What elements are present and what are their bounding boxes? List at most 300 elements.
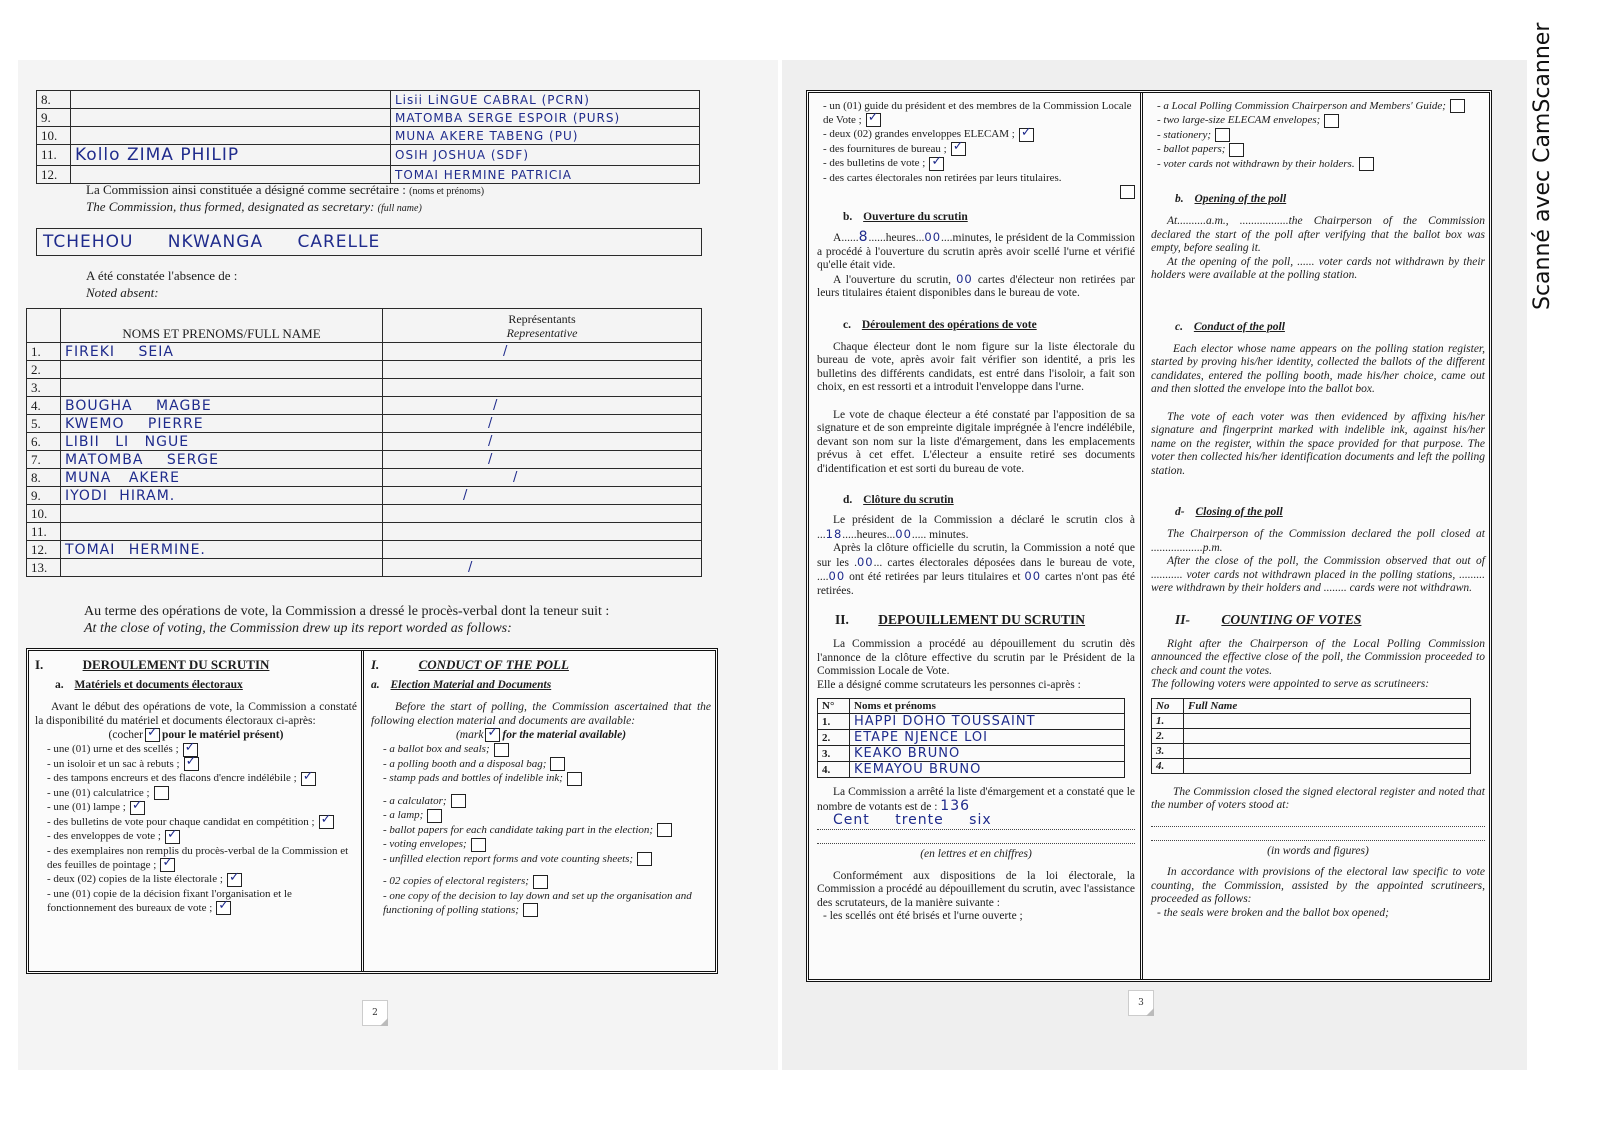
header-no: N°: [818, 699, 850, 714]
absent-name[interactable]: TOMAI HERMINE.: [61, 541, 383, 559]
words-note-fr: (en lettres et en chiffres): [920, 848, 1032, 861]
material-item: [823, 171, 1135, 199]
text: cartes d'électeur non retirées par leurs titulaires étaient disponibles dans le bureau de vote.: [817, 273, 1136, 300]
material-item: [383, 771, 711, 785]
row-number: 1.: [1152, 713, 1184, 728]
material-label: - a calculator;: [383, 794, 447, 807]
material-item: [383, 823, 711, 837]
absent-name[interactable]: MATOMBA SERGE: [61, 451, 383, 469]
section-title-text: CONDUCT OF THE POLL: [418, 657, 569, 672]
material-checkbox[interactable]: [494, 743, 509, 757]
cards-not-withdrawn-value[interactable]: 00: [1024, 569, 1042, 584]
table-row: [27, 469, 702, 487]
absent-label-fr: A été constatée l'absence de :: [86, 268, 238, 283]
material-label: - des bulletins de vote pour chaque candidat en compétition ;: [47, 815, 315, 828]
material-item: [47, 742, 357, 756]
row-number: 8.: [27, 469, 61, 487]
material-checkbox[interactable]: [160, 858, 175, 872]
header-name: Noms et prénoms: [850, 699, 1125, 714]
table-row: [27, 361, 702, 379]
report-intro-en: At the close of voting, the Commission drew up its report worded as follows:: [84, 621, 512, 636]
row-number: 2.: [818, 730, 850, 746]
material-label: - des exemplaires non remplis du procès-verbal de la Commission et des feuilles de pointage ;: [47, 844, 349, 871]
table-row: [27, 415, 702, 433]
text: cartes n'ont pas été retirées.: [817, 571, 1135, 597]
scrutineer-name[interactable]: [1184, 728, 1471, 743]
material-checkbox[interactable]: [929, 157, 944, 171]
row-number: 11.: [37, 145, 71, 166]
material-item: [47, 800, 357, 814]
right-en-column: [1151, 99, 1485, 920]
section-title-text: DEROULEMENT DU SCRUTIN: [82, 657, 270, 672]
row-number: 3.: [818, 746, 850, 762]
closing-p2-en: After the close of the poll, the Commission observed that out of ........... voter cards not withdrawn placed in the polling stations, ......... were withdrawn by their holders and ........ cards were not withdrawn.: [1151, 555, 1485, 595]
subsection-opening-fr: [843, 211, 1135, 223]
materials-intro-en: Before the start of polling, the Commission ascertained that the following election material and documents are available:: [371, 701, 711, 727]
material-item: [823, 127, 1135, 141]
material-checkbox[interactable]: [533, 875, 548, 889]
table-row: [37, 127, 700, 145]
text: cartes électorales déposées dans le bureau de vote,: [887, 556, 1136, 569]
scrutineer-name[interactable]: KEAKO BRUNO: [850, 746, 1125, 762]
row-number: 1.: [27, 343, 61, 361]
table-row: [27, 397, 702, 415]
row-number: 10.: [27, 505, 61, 523]
report-intro-fr: Au terme des opérations de vote, la Commission a dressé le procès-verbal dont la teneur suit :: [84, 604, 610, 619]
member-name[interactable]: Kollo ZIMA PHILIP: [71, 145, 391, 166]
secretary-label-fr-text: La Commission ainsi constituée a désigné comme secrétaire :: [86, 182, 406, 197]
voters-count-figure[interactable]: 136: [940, 797, 971, 814]
material-checkbox[interactable]: [951, 142, 966, 156]
section-en-column: [371, 657, 711, 917]
material-checkbox[interactable]: [866, 113, 881, 127]
material-checkbox[interactable]: [227, 873, 242, 887]
absent-rep[interactable]: /: [383, 559, 702, 577]
absent-rep[interactable]: [383, 379, 702, 397]
absent-name[interactable]: [61, 523, 383, 541]
legend-checkbox-icon: [485, 728, 500, 742]
table-row: [1152, 728, 1471, 743]
material-item: [823, 156, 1135, 170]
material-label: - des fournitures de bureau ;: [823, 142, 947, 155]
material-item: [823, 99, 1135, 127]
material-checkbox[interactable]: [1229, 143, 1244, 157]
text: heures: [885, 232, 916, 245]
opening-p2-en: At the opening of the poll, ...... voter cards not withdrawn by their holders were available at the polling station.: [1151, 255, 1485, 282]
secretary-label-en-text: The Commission, thus formed, designated as secretary:: [86, 199, 375, 214]
material-item: [383, 808, 711, 822]
material-checkbox[interactable]: [301, 772, 316, 786]
material-label: - des bulletins de vote ;: [823, 157, 926, 170]
absent-name[interactable]: MUNA AKERE: [61, 469, 383, 487]
absent-rep[interactable]: /: [383, 343, 702, 361]
legend-post: for the material available): [502, 729, 627, 741]
subsection-letter: d-: [1175, 506, 1185, 519]
material-item: [47, 771, 357, 785]
material-item: [383, 874, 711, 888]
section-title-fr: [35, 657, 357, 673]
material-label: - une (01) lampe ;: [47, 801, 126, 814]
subsection-letter: d.: [843, 494, 853, 507]
absent-name[interactable]: [61, 361, 383, 379]
subsection-letter: c.: [1175, 320, 1183, 333]
material-label: - un (01) guide du président et des membres de la Commission Locale de Vote ;: [823, 100, 1132, 126]
material-checkbox[interactable]: [1215, 128, 1230, 142]
scrutineers-table-en: [1151, 698, 1471, 774]
page-number-right: 3: [1128, 990, 1154, 1016]
material-checkbox[interactable]: [1019, 128, 1034, 142]
absent-rep[interactable]: /: [383, 415, 702, 433]
subsection-title: Clôture du scrutin: [863, 494, 954, 507]
material-item: [383, 837, 711, 851]
text: Après la clôture officielle du scrutin, la Commission a noté que sur les: [817, 542, 1135, 569]
scrutineers-header: [818, 699, 1125, 714]
secretary-label-en: [86, 199, 422, 215]
absent-name[interactable]: [61, 559, 383, 577]
member-representative[interactable]: TOMAI HERMINE PATRICIA: [391, 166, 700, 184]
material-checkbox[interactable]: [1120, 185, 1135, 199]
subsection-title: Opening of the poll: [1194, 193, 1287, 206]
counting-p1-en: Right after the Chairperson of the Local Polling Commission announced the effective close of the poll, the Commission proceeded to check and count the votes.: [1151, 637, 1485, 677]
material-item: [47, 786, 357, 800]
material-label: - two large-size ELECAM envelopes;: [1157, 114, 1321, 127]
material-label: - deux (02) copies de la liste électorale ;: [47, 873, 223, 886]
materials-list-en-cont: [1151, 99, 1485, 171]
table-row: [27, 541, 702, 559]
counting-p2-en: The following voters were appointed to serve as scrutineers:: [1151, 678, 1430, 691]
right-page-frame: [806, 90, 1492, 982]
materials-list-fr-cont: [817, 99, 1135, 199]
absent-rep[interactable]: /: [383, 487, 702, 505]
member-name[interactable]: [71, 166, 391, 184]
material-item: [823, 142, 1135, 156]
material-label: - voter cards not withdrawn by their holders.: [1157, 157, 1355, 170]
materials-list-fr: [35, 742, 357, 915]
material-label: - des tampons encreurs et des flacons d'encre indélébile ;: [47, 772, 297, 785]
section-title-text: DEPOUILLEMENT DU SCRUTIN: [878, 612, 1086, 628]
material-label: - ballot papers for each candidate taking part in the election;: [383, 823, 654, 836]
absent-rep[interactable]: [383, 541, 702, 559]
header-representative: [383, 309, 702, 343]
material-item: [47, 872, 357, 886]
header-name: Full Name: [1184, 698, 1471, 713]
member-representative[interactable]: OSIH JOSHUA (SDF): [391, 145, 700, 166]
text: A: [833, 232, 842, 245]
secretary-label-en-note: (full name): [377, 203, 422, 214]
subsection-letter: b.: [1175, 193, 1184, 206]
header-rep-fr: Représentants: [508, 311, 576, 326]
table-row: [27, 487, 702, 505]
members-table: [36, 90, 700, 184]
opening-p1-en: At..........a.m., .................the Chairperson of the Commission declared the start of the poll after verifying that the ballot box was empty, before sealing it.: [1151, 215, 1485, 255]
absent-name[interactable]: IYODI HIRAM.: [61, 487, 383, 505]
legend-post: pour le matériel présent): [162, 729, 284, 741]
material-label: - a lamp;: [383, 809, 424, 822]
material-item: [47, 829, 357, 843]
material-item: [47, 844, 357, 872]
scrutineer-name[interactable]: [1184, 743, 1471, 758]
conduct-p1-en: Each elector whose name appears on the polling station register, started by proving his/her identity, collected the ballots of the different candidates, entered the polling booth, made his/her choice, came out and then slotted the envelope into the ballot box.: [1151, 342, 1485, 396]
material-label: - unfilled election report forms and vote counting sheets;: [383, 852, 634, 865]
table-row: [37, 166, 700, 184]
table-row: [37, 145, 700, 166]
absent-name[interactable]: FIREKI SEIA: [61, 343, 383, 361]
absent-label-en: Noted absent:: [86, 285, 159, 300]
check-legend-en: [371, 728, 711, 742]
row-number: 9.: [37, 109, 71, 127]
material-checkbox[interactable]: [1324, 114, 1339, 128]
legend-pre: (cocher: [108, 729, 143, 741]
absent-rep[interactable]: [383, 505, 702, 523]
closing-cards-text-fr: Après la clôture officielle du scrutin, la Commission a noté que sur les .00... cartes électorales déposées dans le bureau de vote, ....00 ont été retirées par leurs titulaires et 00 cartes n'ont pas été retirées.: [817, 542, 1136, 597]
voters-words-line-en-2[interactable]: [1151, 827, 1485, 841]
table-row: [1152, 743, 1471, 758]
row-number: 4.: [1152, 758, 1184, 773]
header-rep-en: Representative: [506, 325, 578, 340]
material-checkbox[interactable]: [1359, 157, 1374, 171]
closing-hours-value[interactable]: 18: [825, 526, 843, 541]
voters-words-line-en[interactable]: [1151, 813, 1485, 827]
opening-cards-value[interactable]: 00: [956, 271, 973, 286]
subsection-title: Conduct of the poll: [1193, 320, 1285, 333]
section-num: II-: [1175, 611, 1191, 627]
material-item: [1157, 157, 1485, 171]
subsection-letter: a.: [371, 679, 380, 691]
table-row: [27, 505, 702, 523]
table-row: [1152, 713, 1471, 728]
subsection-title: Election Material and Documents: [390, 679, 552, 691]
section-title-text: COUNTING OF VOTES: [1221, 611, 1362, 627]
secretary-name: TCHEHOU NKWANGA CARELLE: [43, 232, 381, 252]
absent-name[interactable]: [61, 505, 383, 523]
material-checkbox[interactable]: [657, 823, 672, 837]
voters-words-line[interactable]: [817, 814, 1135, 830]
closing-p1-en: The Chairperson of the Commission declared the poll closed at ..................p.m.: [1151, 528, 1485, 554]
opening-hours-value[interactable]: 8: [858, 229, 869, 246]
material-label: - a Local Polling Commission Chairperson and Members' Guide;: [1157, 100, 1446, 112]
absent-table: [26, 308, 702, 577]
absent-rep[interactable]: [383, 523, 702, 541]
table-row: [27, 343, 702, 361]
subsection-title: Ouverture du scrutin: [863, 211, 968, 224]
right-fr-column: [817, 99, 1135, 924]
subsection-opening-en: [1175, 193, 1485, 205]
member-name[interactable]: [71, 91, 391, 109]
absent-rep[interactable]: /: [383, 469, 702, 487]
material-checkbox[interactable]: [319, 815, 334, 829]
material-checkbox[interactable]: [523, 903, 538, 917]
row-number: 7.: [27, 451, 61, 469]
member-name[interactable]: [71, 109, 391, 127]
material-checkbox[interactable]: [154, 786, 169, 800]
secretary-field[interactable]: [36, 228, 702, 256]
material-label: - une (01) copie de la décision fixant l'organisation et le fonctionnement des bureaux de vote ;: [47, 887, 292, 914]
cards-deposited-value[interactable]: 00: [856, 554, 874, 569]
scrutineer-name[interactable]: [1184, 713, 1471, 728]
material-item: [1157, 99, 1485, 113]
material-label: - une (01) calculatrice ;: [47, 786, 150, 799]
secretary-label-fr: [86, 182, 484, 198]
counting-p1-fr: La Commission a procédé au dépouillement du scrutin dès l'annonce de la clôture effective du scrutin par le Président de la Commission Locale de Vote.: [817, 638, 1135, 678]
absent-rep[interactable]: [383, 361, 702, 379]
row-number: 11.: [27, 523, 61, 541]
table-row: [27, 523, 702, 541]
member-name[interactable]: [71, 127, 391, 145]
row-number: 12.: [37, 166, 71, 184]
subsection-conduct-en: [1175, 321, 1485, 333]
section-title-en: [371, 657, 711, 673]
closing-minutes-value[interactable]: 00: [895, 526, 912, 541]
section-counting-fr: [835, 612, 1135, 628]
material-item: [1157, 113, 1485, 127]
text: minutes.: [929, 528, 969, 541]
subsection-title: Closing of the poll: [1195, 506, 1283, 519]
text: heures: [856, 528, 887, 541]
absent-name[interactable]: [61, 379, 383, 397]
header-no: No: [1152, 698, 1184, 713]
subsection-title: Matériels et documents électoraux: [74, 679, 243, 691]
table-row: [1152, 758, 1471, 773]
material-checkbox[interactable]: [550, 757, 565, 771]
absent-name[interactable]: BOUGHA MAGBE: [61, 397, 383, 415]
material-item: [47, 815, 357, 829]
material-item: [383, 757, 711, 771]
row-number: 3.: [27, 379, 61, 397]
legend-pre: (mark: [455, 729, 484, 741]
section-counting-en: [1175, 612, 1485, 628]
subsection-conduct-fr: [843, 319, 1135, 331]
table-row: [27, 559, 702, 577]
header-full-name: NOMS ET PRENOMS/FULL NAME: [61, 309, 383, 343]
row-number: 13.: [27, 559, 61, 577]
material-item: [1157, 142, 1485, 156]
section-num: I.: [35, 657, 44, 672]
scrutineer-name[interactable]: KEMAYOU BRUNO: [850, 762, 1125, 778]
member-representative[interactable]: MATOMBA SERGE ESPOIR (PURS): [391, 109, 700, 127]
opening-minutes-value[interactable]: 00: [924, 230, 942, 245]
material-label: - des cartes électorales non retirées par leurs titulaires.: [823, 171, 1062, 184]
material-item: [383, 794, 711, 808]
section-fr-column: [35, 657, 357, 915]
scrutineer-name[interactable]: [1184, 758, 1471, 773]
table-row: [27, 433, 702, 451]
text: La Commission a arrêté la liste d'émargement et a constaté que le nombre de votants est de :: [817, 786, 1135, 813]
legend-checkbox-icon: [145, 728, 160, 742]
row-number: 1.: [818, 714, 850, 730]
row-number: 2.: [1152, 728, 1184, 743]
table-row: [818, 746, 1125, 762]
material-item: [47, 887, 357, 915]
row-number: 3.: [1152, 743, 1184, 758]
counting-bullet1-en: - the seals were broken and the ballot box opened;: [1157, 906, 1389, 919]
material-label: - deux (02) grandes enveloppes ELECAM ;: [823, 128, 1015, 141]
secretary-label-fr-note: (noms et prénoms): [409, 186, 485, 197]
table-row: [37, 91, 700, 109]
row-number: 8.: [37, 91, 71, 109]
text: A l'ouverture du scrutin,: [833, 273, 951, 286]
material-item: [383, 852, 711, 866]
material-label: - une (01) urne et des scellés ;: [47, 743, 179, 756]
material-checkbox[interactable]: [637, 852, 652, 866]
member-representative[interactable]: Lisii LiNGUE CABRAL (PCRN): [391, 91, 700, 109]
material-checkbox[interactable]: [165, 830, 180, 844]
check-legend-fr: [35, 728, 357, 742]
material-checkbox[interactable]: [567, 772, 582, 786]
material-checkbox[interactable]: [427, 809, 442, 823]
material-checkbox[interactable]: [130, 801, 145, 815]
table-row: [27, 451, 702, 469]
row-number: 4.: [27, 397, 61, 415]
material-item: [1157, 128, 1485, 142]
conduct-p1-fr: Chaque électeur dont le nom figure sur la liste électorale du bureau de vote, après avoir fait vérifier son identité, a pris les bulletins des différents candidats, est entré dans l'isoloir, a fait son choix, en est ressorti et a introduit l'enveloppe dans l'urne.: [817, 340, 1135, 394]
scrutineer-name[interactable]: ETAPE NJENCE LOI: [850, 730, 1125, 746]
material-label: - stationery;: [1157, 128, 1212, 141]
subsection-letter: c.: [843, 318, 851, 331]
text: ont été retirées par leurs titulaires et: [849, 571, 1021, 584]
member-representative[interactable]: MUNA AKERE TABENG (PU): [391, 127, 700, 145]
material-checkbox[interactable]: [1450, 99, 1465, 113]
subsection-a-fr: [55, 679, 357, 691]
material-item: [383, 889, 711, 917]
material-checkbox[interactable]: [184, 757, 199, 771]
text: minutes, le président de la Commission a procédé à l'ouverture du scrutin après avoir scellé l'urne et vérifié qu'elle était vide.: [817, 232, 1135, 272]
materials-intro-fr: Avant le début des opérations de vote, la Commission a constaté la disponibilité du matériel et documents électoraux ci-après:: [35, 701, 357, 727]
counting-p3-fr: [817, 786, 1135, 814]
material-label: - 02 copies of electoral registers;: [383, 875, 529, 888]
table-row: [27, 379, 702, 397]
voters-words-line-2[interactable]: [817, 830, 1135, 844]
counting-bullet1-fr: - les scellés ont été brisés et l'urne ouverte ;: [823, 910, 1023, 923]
frame-divider: [1140, 93, 1143, 979]
counting-p2-fr: Elle a désigné comme scrutateurs les personnes ci-après :: [817, 678, 1081, 691]
material-checkbox[interactable]: [471, 838, 486, 852]
conduct-p2-fr: Le vote de chaque électeur a été constaté par l'apposition de sa signature et de son empreinte digitale imprégnée à l'encre indélébile, devant son nom sur la liste d'émargement, dans les emplacements prévus à cet effet. L'électeur a ensuite retiré ses documents d'identification et est sorti du bureau de vote.: [817, 408, 1135, 475]
material-label: - a polling booth and a disposal bag;: [383, 757, 547, 770]
material-label: - des enveloppes de vote ;: [47, 830, 161, 843]
header-num-cell: [27, 309, 61, 343]
cards-withdrawn-value[interactable]: 00: [828, 569, 846, 584]
absent-name[interactable]: KWEMO PIERRE: [61, 415, 383, 433]
closing-text-fr: Le président de la Commission a déclaré le scrutin clos à ...18.....heures...00..... minutes.: [817, 514, 1135, 541]
row-number: 5.: [27, 415, 61, 433]
absent-name[interactable]: LIBII LI NGUE: [61, 433, 383, 451]
material-label: - ballot papers;: [1157, 143, 1226, 156]
section-num: II.: [835, 612, 849, 628]
counting-p4-fr: Conformément aux dispositions de la loi électorale, la Commission a procédé au dépouillement du scrutin, avec l'assistance des scrutateurs, de la manière suivante :: [817, 869, 1135, 909]
absent-rep[interactable]: /: [383, 397, 702, 415]
absent-table-header: [27, 309, 702, 343]
counting-p4-en: In accordance with provisions of the electoral law specific to vote counting, the Commission, assisted by the appointed scrutineers, proceeded as follows:: [1151, 866, 1485, 906]
material-checkbox[interactable]: [451, 794, 466, 808]
material-label: - stamp pads and bottles of indelible ink;: [383, 772, 563, 785]
words-note-en: (in words and figures): [1267, 844, 1369, 857]
absent-rep[interactable]: /: [383, 433, 702, 451]
section-num: I.: [371, 657, 380, 672]
subsection-closing-en: [1175, 506, 1485, 518]
material-label: - un isoloir et un sac à rebuts ;: [47, 757, 180, 770]
row-number: 2.: [27, 361, 61, 379]
scrutineer-name[interactable]: HAPPI DOHO TOUSSAINT: [850, 714, 1125, 730]
table-row: [818, 730, 1125, 746]
table-row: [818, 762, 1125, 778]
absent-rep[interactable]: /: [383, 451, 702, 469]
counting-p3-en: The Commission closed the signed electoral register and noted that the number of voters stood at:: [1151, 785, 1485, 812]
material-label: - one copy of the decision to lay down and set up the organisation and functioning of polling stations;: [383, 889, 692, 916]
row-number: 12.: [27, 541, 61, 559]
text: Le président de la Commission a déclaré le scrutin clos à: [833, 514, 1135, 527]
table-row: [37, 109, 700, 127]
material-checkbox[interactable]: [216, 901, 231, 915]
